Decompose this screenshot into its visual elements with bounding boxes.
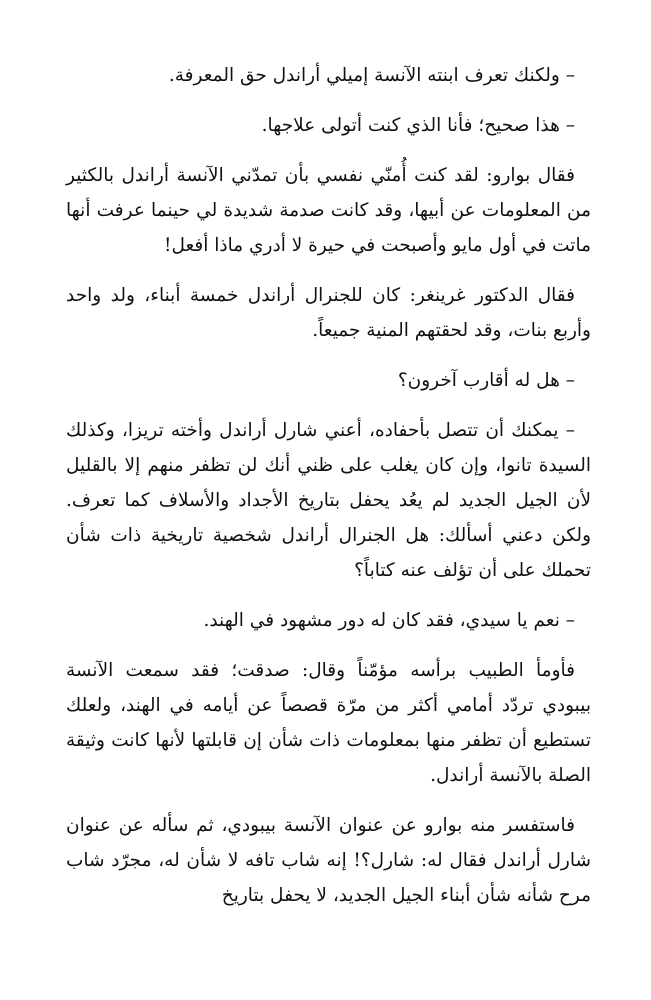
dialog-line: – هل له أقارب آخرون؟: [397, 370, 575, 391]
dialog-line: – ولكنك تعرف ابنته الآنسة إميلي أراندل حق المعرفة.: [168, 65, 575, 86]
narration-paragraph: فأومأ الطبيب برأسه مؤمّناً وقال: صدقت؛ فقد سمعت الآنسة بيبودي تردّد أمامي أكثر من مرّة قصصاً عن أيامه في الهند، ولعلك تستطيع أن تظفر منها بمعلومات ذات شأن إن قابلتها لأنها كانت وثيقة الصلة بالآنسة أراندل.: [66, 660, 591, 786]
book-page: [66, 58, 591, 928]
dialog-paragraph: – يمكنك أن تتصل بأحفاده، أعني شارل أراندل وأخته تريزا، وكذلك السيدة تانوا، وإن كان يغلب على ظني أنك لن تظفر منهم إلا بالقليل لأن الجيل الجديد لم يعُد يحفل بتاريخ الأجداد والأسلاف كما تعرف. ولكن دعني أسألك: هل الجنرال أراندل شخصية تاريخية ذات شأن تحملك على أن تؤلف عنه كتاباً؟: [66, 420, 591, 581]
dialog-line: – نعم يا سيدي، فقد كان له دور مشهود في الهند.: [203, 610, 575, 631]
narration-paragraph: فاستفسر منه بوارو عن عنوان الآنسة بيبودي، ثم سأله عن عنوان شارل أراندل فقال له: شارل؟! إنه شاب تافه لا شأن له، مجرّد شاب مرح شأنه شأن أبناء الجيل الجديد، لا يحفل بتاريخ: [66, 815, 591, 906]
narration-paragraph: فقال الدكتور غرينغر: كان للجنرال أراندل خمسة أبناء، ولد واحد وأربع بنات، وقد لحقتهم المنية جميعاً.: [66, 285, 591, 341]
narration-paragraph: فقال بوارو: لقد كنت أُمنّي نفسي بأن تمدّني الآنسة أراندل بالكثير من المعلومات عن أبيها، وقد كانت صدمة شديدة لي حينما عرفت أنها ماتت في أول مايو وأصبحت في حيرة لا أدري ماذا أفعل!: [66, 165, 591, 256]
dialog-line: – هذا صحيح؛ فأنا الذي كنت أتولى علاجها.: [261, 115, 575, 136]
